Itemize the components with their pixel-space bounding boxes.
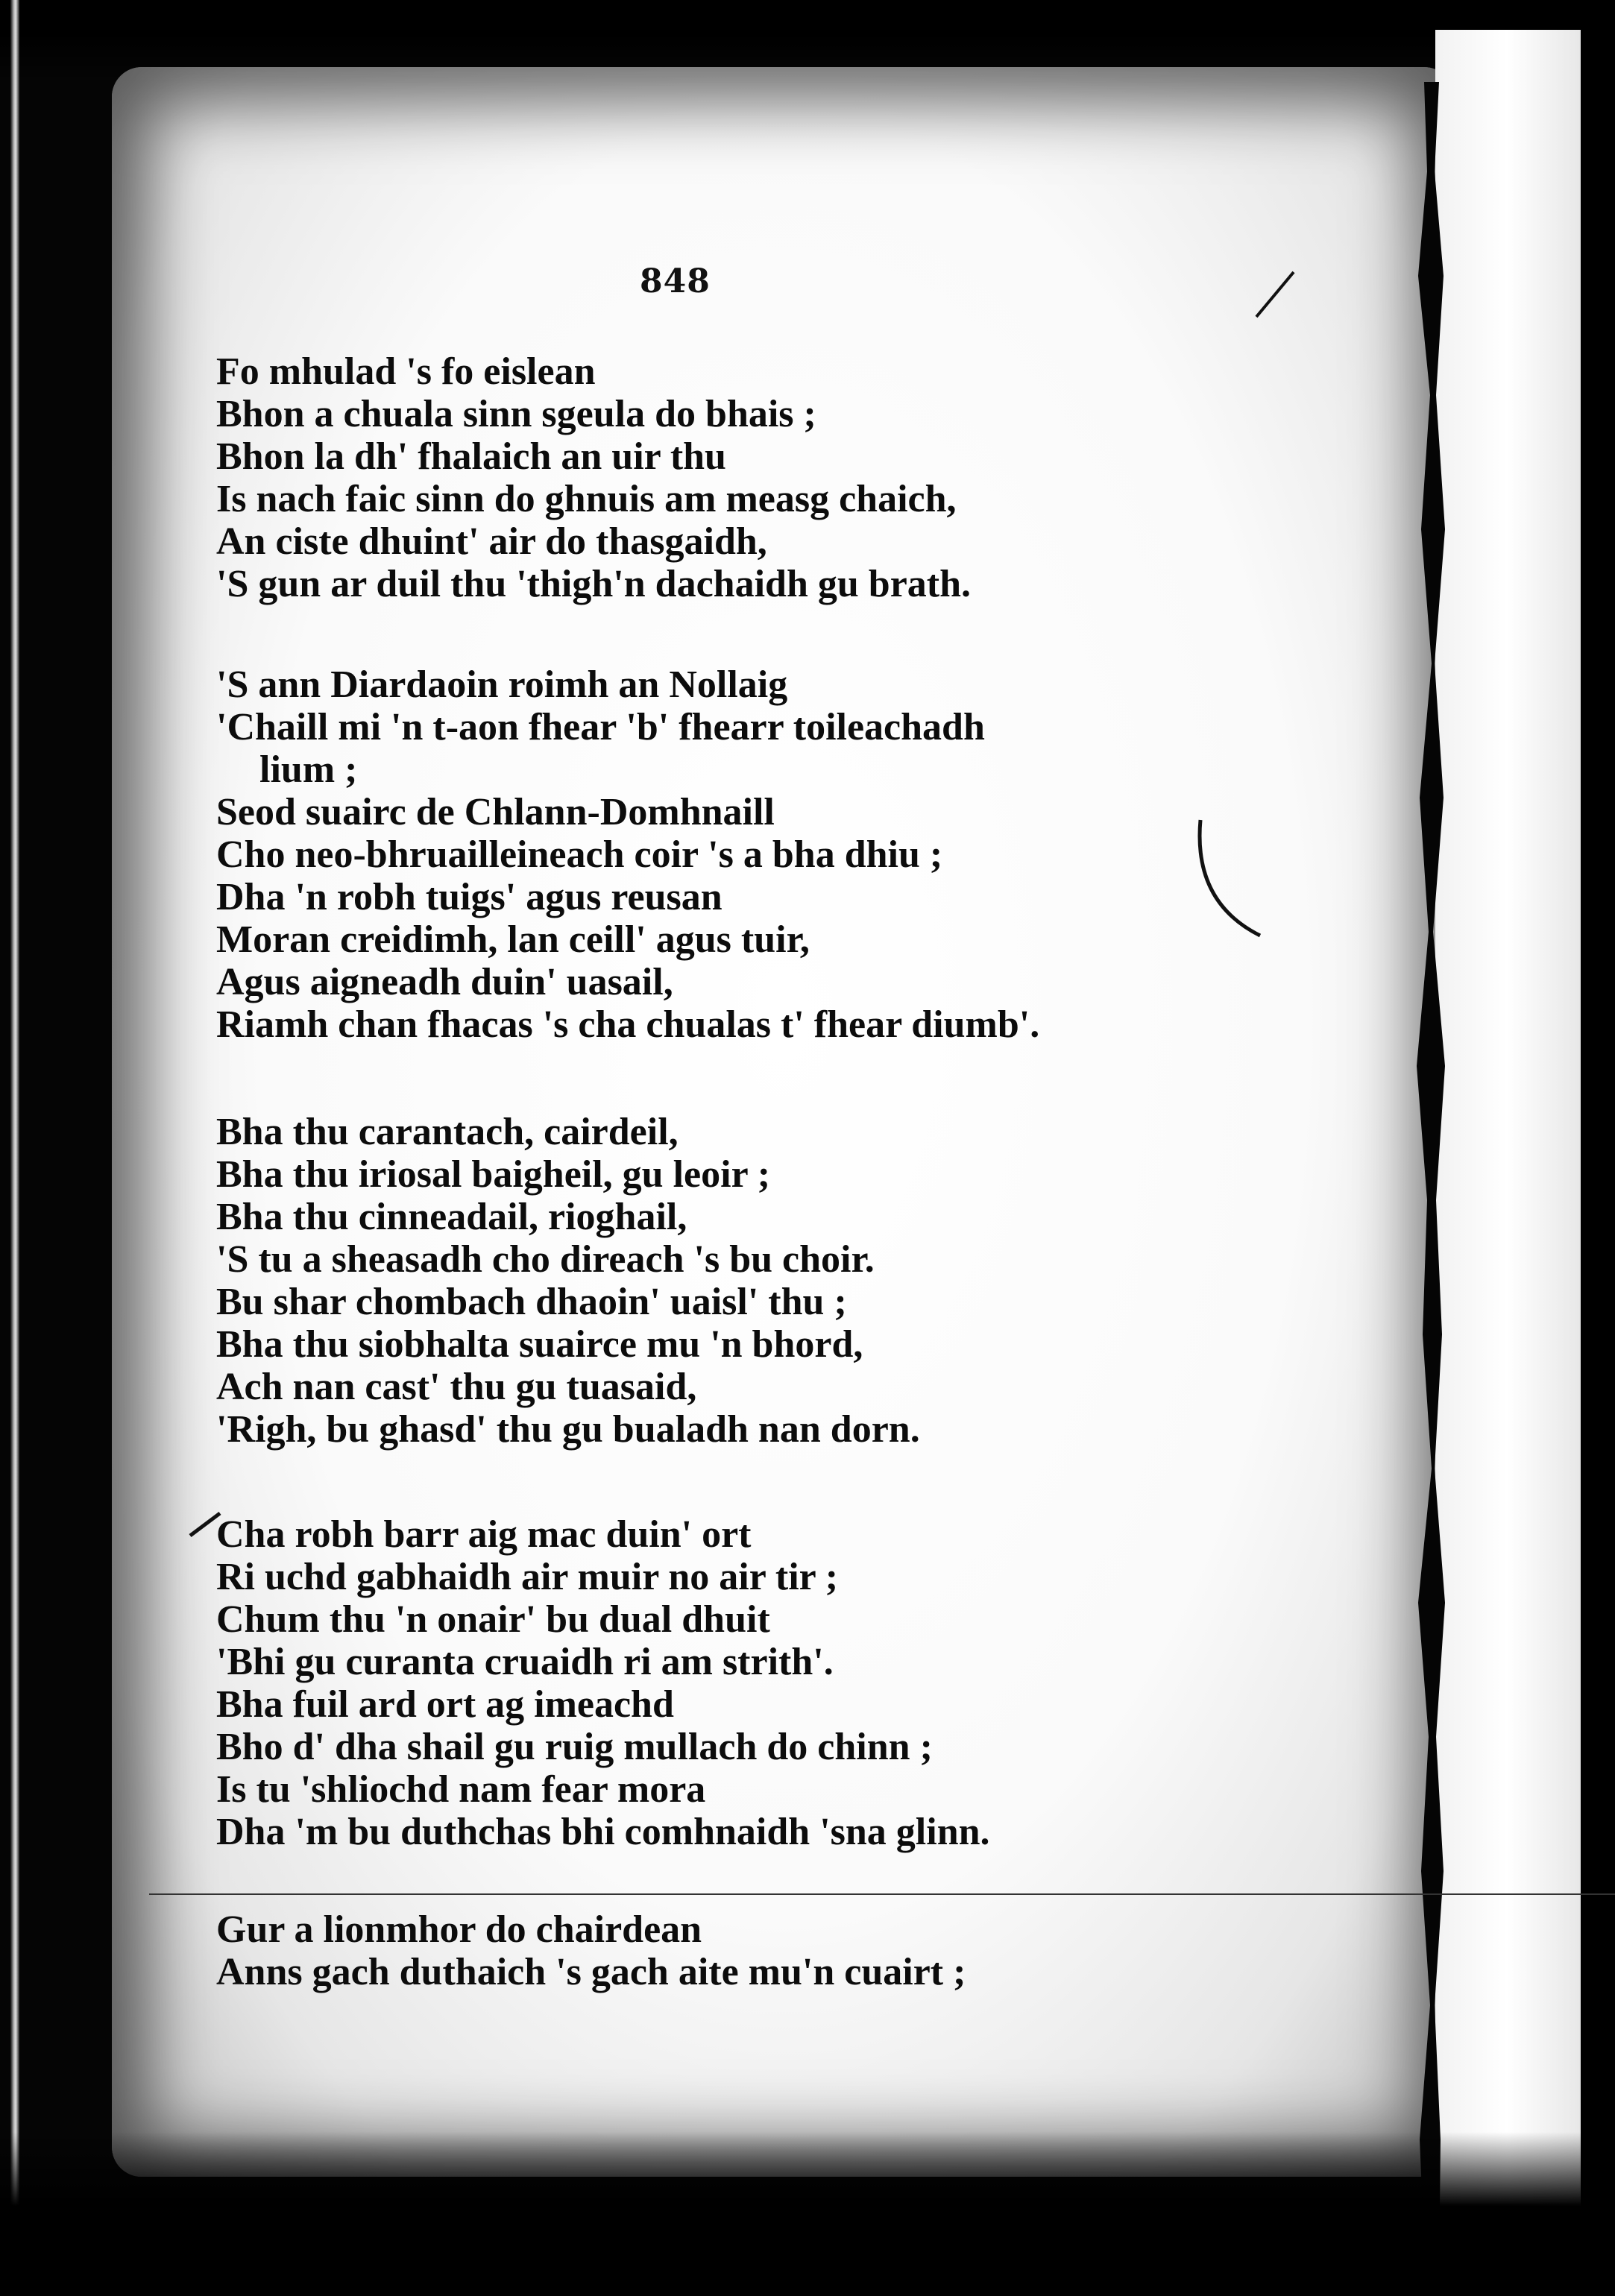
verse-line: Riamh chan fhacas 's cha chualas t' fhear diumb'. xyxy=(216,1003,1040,1046)
verse-line: 'Chaill mi 'n t-aon fhear 'b' fhearr toileachadh xyxy=(216,706,985,748)
verse-line: Is nach faic sinn do ghnuis am measg chaich, xyxy=(216,478,957,520)
verse-line: Bha thu carantach, cairdeil, xyxy=(216,1111,679,1153)
verse-line: 'S gun ar duil thu 'thigh'n dachaidh gu brath. xyxy=(216,563,972,605)
verse-line: Seod suairc de Chlann-Domhnaill xyxy=(216,791,775,833)
verse-line: Bha thu siobhalta suairce mu 'n bhord, xyxy=(216,1323,863,1366)
verse-line: Bho d' dha shail gu ruig mullach do chinn ; xyxy=(216,1726,933,1768)
page-number: 848 xyxy=(640,262,711,300)
verse-line: 'Bhi gu curanta cruaidh ri am strith'. xyxy=(216,1641,834,1683)
verse-line: Bha thu iriosal baigheil, gu leoir ; xyxy=(216,1153,771,1196)
verse-line: 'S ann Diardaoin roimh an Nollaig xyxy=(216,663,788,706)
verse-line: lium ; xyxy=(259,748,358,791)
verse-line: Bhon la dh' fhalaich an uir thu xyxy=(216,435,726,478)
verse-line: Bhon a chuala sinn sgeula do bhais ; xyxy=(216,393,816,435)
verse-line: Dha 'n robh tuigs' agus reusan xyxy=(216,876,722,918)
verse-line: Chum thu 'n onair' bu dual dhuit xyxy=(216,1598,770,1641)
pen-mark-icon xyxy=(1186,813,1275,954)
verse-line: Cha robh barr aig mac duin' ort xyxy=(216,1513,752,1556)
verse-line: Ri uchd gabhaidh air muir no air tir ; xyxy=(216,1556,839,1598)
verse-line: Cho neo-bhruailleineach coir 's a bha dhiu ; xyxy=(216,833,943,876)
page-fold-shadow xyxy=(1402,82,1446,2281)
scan-right-shadow xyxy=(1581,0,1615,2296)
stanza-1 xyxy=(216,350,1245,605)
tick-mark-icon xyxy=(186,1510,224,1539)
verse-line: 'Righ, bu ghasd' thu gu bualadh nan dorn. xyxy=(216,1408,920,1451)
verse-line: Bu shar chombach dhaoin' uaisl' thu ; xyxy=(216,1281,847,1323)
verse-line: Bha fuil ard ort ag imeachd xyxy=(216,1683,674,1726)
verse-line: Agus aigneadh duin' uasail, xyxy=(216,961,673,1003)
pen-stroke-icon xyxy=(1253,268,1297,321)
verse-line: Dha 'm bu duthchas bhi comhnaidh 'sna glinn. xyxy=(216,1811,990,1853)
scan-bottom-shadow xyxy=(0,2132,1615,2296)
verse-line: Fo mhulad 's fo eislean xyxy=(216,350,596,393)
verse-line: Ach nan cast' thu gu tuasaid, xyxy=(216,1366,697,1408)
scan-left-edge xyxy=(10,0,19,2296)
scan-crease-line xyxy=(149,1893,1615,1895)
stanza-4 xyxy=(216,1513,1245,1853)
verse-line: Anns gach duthaich 's gach aite mu'n cuairt ; xyxy=(216,1951,966,1993)
verse-line: 'S tu a sheasadh cho direach 's bu choir. xyxy=(216,1238,875,1281)
verse-line: An ciste dhuint' air do thasgaidh, xyxy=(216,520,767,563)
verse-line: Bha thu cinneadail, rioghail, xyxy=(216,1196,687,1238)
verse-line: Moran creidimh, lan ceill' agus tuir, xyxy=(216,918,810,961)
stanza-2 xyxy=(216,663,1245,1046)
stanza-3 xyxy=(216,1111,1245,1451)
verse-line: Is tu 'shliochd nam fear mora xyxy=(216,1768,706,1811)
verse-line: Gur a lionmhor do chairdean xyxy=(216,1908,702,1951)
stanza-5 xyxy=(216,1908,1245,1993)
